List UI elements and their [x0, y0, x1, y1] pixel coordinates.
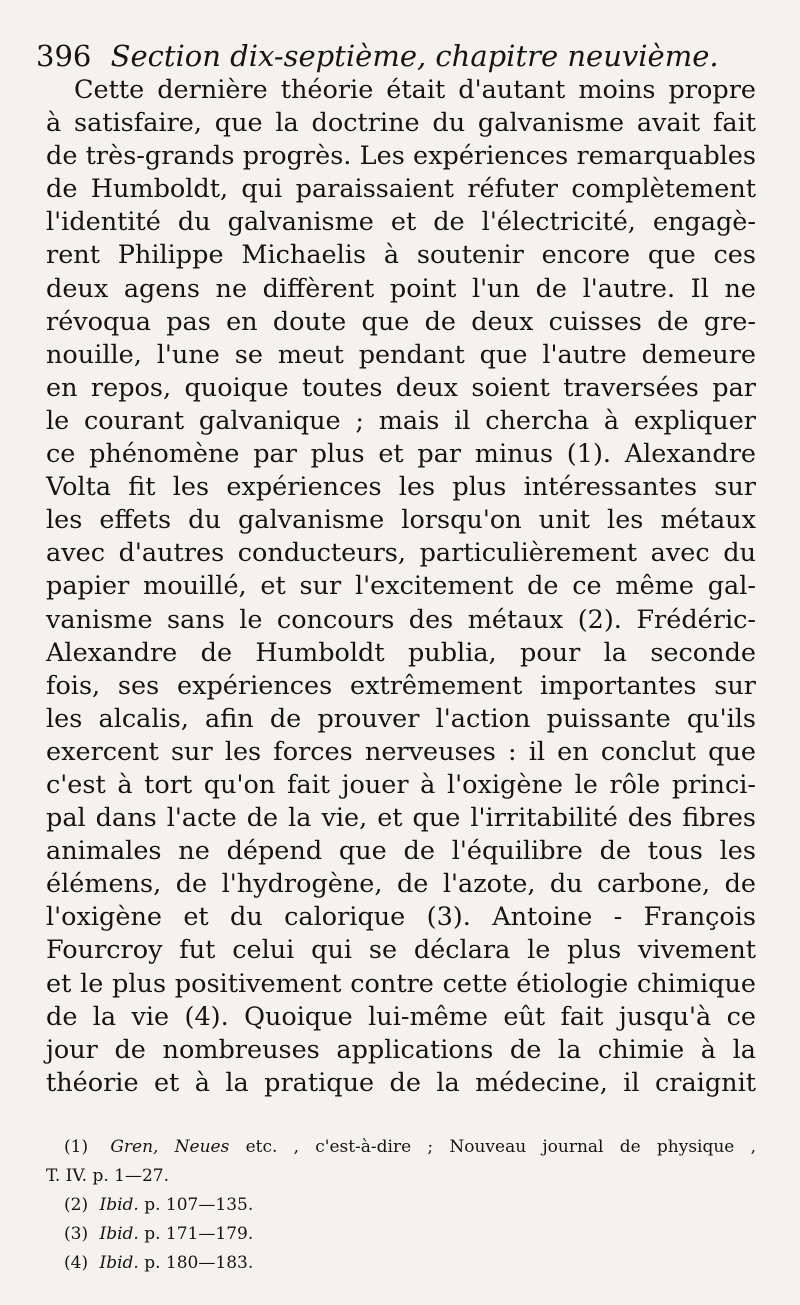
- text-line: animales ne dépend que de l'équilibre de tous les: [46, 836, 756, 867]
- footnote-1: [46, 1133, 756, 1162]
- text-line: c'est à tort qu'on fait jouer à l'oxigène le rôle princi-: [46, 769, 756, 800]
- footnote-text: etc. , c'est-à-dire ; Nouveau journal de physique ,: [245, 1137, 756, 1157]
- text-line: fois, ses expériences extrêmement importantes sur: [46, 670, 756, 701]
- text-line: et le plus positivement contre cette étiologie chimique: [46, 968, 756, 999]
- footnote-source: Ibid.: [99, 1195, 139, 1215]
- text-line: papier mouillé, et sur l'excitement de ce même gal-: [46, 571, 756, 602]
- text-line: en repos, quoique toutes deux soient traversées par: [46, 372, 756, 403]
- text-line: les effets du galvanisme lorsqu'on unit les métaux: [46, 505, 756, 536]
- text-line: Fourcroy fut celui qui se déclara le plus vivement: [46, 935, 756, 966]
- page-header: [36, 36, 756, 76]
- text-line: deux agens ne diffèrent point l'un de l'autre. Il ne: [46, 273, 756, 304]
- footnote-text: p. 171—179.: [144, 1224, 254, 1244]
- footnote-source: Gren, Neues: [110, 1137, 230, 1157]
- text-line: avec d'autres conducteurs, particulièrement avec du: [46, 538, 756, 569]
- footnote-4: [46, 1249, 756, 1278]
- footnote-label: (4): [64, 1253, 89, 1273]
- text-line: l'oxigène et du calorique (3). Antoine - François: [46, 902, 756, 933]
- running-title: Section dix-septième, chapitre neuvième.: [110, 39, 719, 73]
- footnote-2: [46, 1191, 756, 1220]
- text-line: théorie et à la pratique de la médecine, il craignit: [46, 1067, 756, 1098]
- text-line: révoqua pas en doute que de deux cuisses de gre-: [46, 306, 756, 337]
- text-line: de Humboldt, qui paraissaient réfuter complètement: [46, 174, 756, 205]
- text-line: de la vie (4). Quoique lui-même eût fait jusqu'à ce: [46, 1001, 756, 1032]
- text-line: rent Philippe Michaelis à soutenir encore que ces: [46, 240, 756, 271]
- footnote-label: (3): [64, 1224, 89, 1244]
- footnote-label: (1): [64, 1137, 89, 1157]
- text-line: les alcalis, afin de prouver l'action puissante qu'ils: [46, 703, 756, 734]
- text-line: le courant galvanique ; mais il chercha à expliquer: [46, 405, 756, 436]
- text-line: vanisme sans le concours des métaux (2). Frédéric-: [46, 604, 756, 635]
- text-line: l'identité du galvanisme et de l'électricité, engagè-: [46, 207, 756, 238]
- footnote-text: p. 107—135.: [144, 1195, 254, 1215]
- footnote-source: Ibid.: [99, 1224, 139, 1244]
- text-line: Volta fit les expériences les plus intéressantes sur: [46, 472, 756, 503]
- text-line: élémens, de l'hydrogène, de l'azote, du carbone, de: [46, 869, 756, 900]
- body-text: [46, 74, 756, 1100]
- footnote-1-continuation: T. IV. p. 1—27.: [46, 1166, 170, 1186]
- text-line: ce phénomène par plus et par minus (1). Alexandre: [46, 439, 756, 470]
- text-line: à satisfaire, que la doctrine du galvanisme avait fait: [46, 108, 756, 139]
- text-line: Alexandre de Humboldt publia, pour la seconde: [46, 637, 756, 668]
- text-line: Cette dernière théorie était d'autant moins propre: [74, 75, 756, 105]
- footnote-source: Ibid.: [99, 1253, 139, 1273]
- footnotes: [46, 1133, 756, 1278]
- page-number: 396: [36, 39, 92, 73]
- footnote-text: p. 180—183.: [144, 1253, 254, 1273]
- text-line: nouille, l'une se meut pendant que l'autre demeure: [46, 339, 756, 370]
- footnote-3: [46, 1220, 756, 1249]
- text-line: pal dans l'acte de la vie, et que l'irritabilité des fibres: [46, 803, 756, 834]
- text-line: de très-grands progrès. Les expériences remarquables: [46, 141, 756, 172]
- text-line: jour de nombreuses applications de la chimie à la: [46, 1034, 756, 1065]
- text-line: exercent sur les forces nerveuses : il en conclut que: [46, 736, 756, 767]
- footnote-label: (2): [64, 1195, 89, 1215]
